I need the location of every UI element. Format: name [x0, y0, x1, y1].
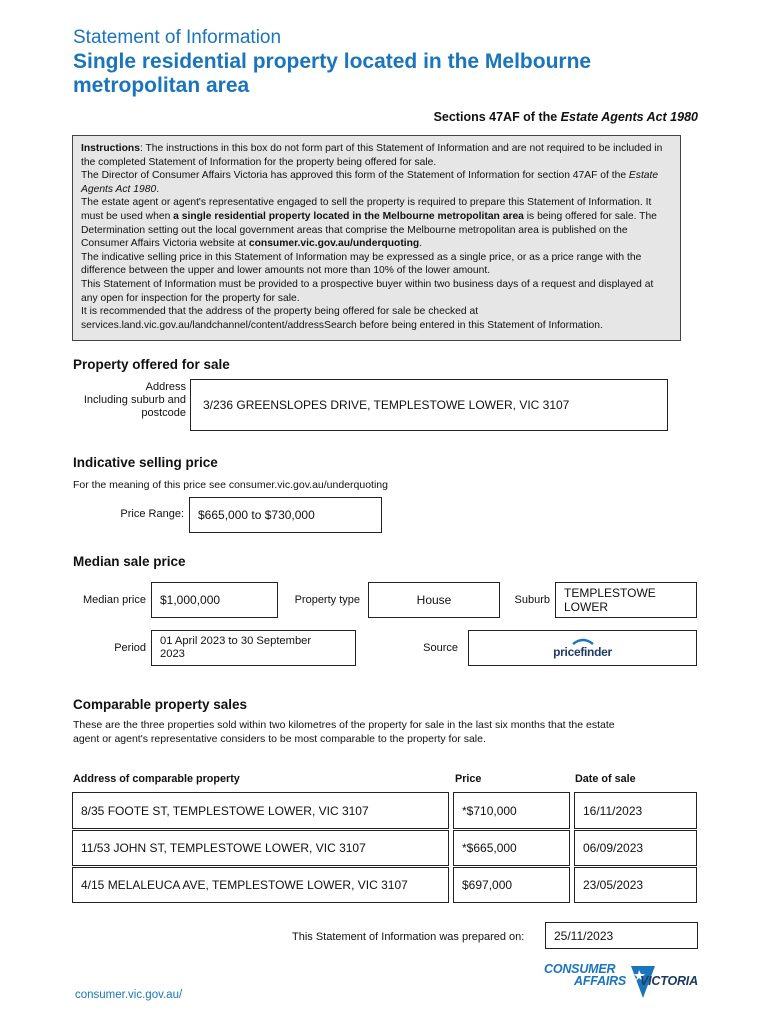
- pricefinder-text: pricefinder: [553, 644, 612, 659]
- instructions-p6: It is recommended that the address of the property being offered for sale be checked at services.land.vic.gov.au/landchannel/content/addressSearch before being entered in this Statement of Information.: [81, 306, 603, 331]
- row2-price[interactable]: *$665,000: [453, 830, 570, 866]
- comparable-description: [73, 719, 693, 746]
- row3-address[interactable]: 4/15 MELALEUCA AVE, TEMPLESTOWE LOWER, VIC 3107: [72, 867, 449, 903]
- instructions-p1: [81, 142, 672, 169]
- instructions-p2a: The Director of Consumer Affairs Victoria has approved this form of the Statement of Information for section 47AF of the: [81, 170, 629, 182]
- period-value-l2: 2023: [160, 648, 185, 660]
- suburb-value-l2: LOWER: [564, 600, 609, 614]
- comparable-desc-l2: agent or agent's representative considers to be most comparable to the property for sale.: [73, 732, 486, 745]
- instructions-box: [72, 135, 681, 341]
- period-field[interactable]: [151, 630, 356, 666]
- col-header-date: Date of sale: [575, 773, 636, 785]
- logo-consumer: CONSUMER: [544, 962, 616, 976]
- instructions-p3: [81, 196, 672, 250]
- underquoting-link[interactable]: consumer.vic.gov.au/underquoting: [248, 238, 420, 250]
- address-field[interactable]: 3/236 GREENSLOPES DRIVE, TEMPLESTOWE LOWER, VIC 3107: [190, 379, 668, 431]
- form-pretitle: Statement of Information: [73, 27, 282, 48]
- address-label-l2: Including suburb and: [83, 394, 186, 406]
- address-label: [70, 381, 186, 420]
- consumer-affairs-victoria-logo: [544, 958, 704, 1004]
- median-price-label: Median price: [83, 594, 146, 606]
- suburb-label: Suburb: [514, 594, 550, 606]
- col-header-price: Price: [455, 773, 482, 785]
- instructions-p3e: .: [419, 238, 423, 250]
- prepared-label: This Statement of Information was prepared on:: [292, 931, 525, 943]
- indicative-heading: Indicative selling price: [73, 455, 218, 470]
- instructions-p3c: is being offered for sale. The Determination setting out the local government areas that comprise the Melbourne metropolitan area is published on the Consumer Affairs Victoria website at: [81, 210, 657, 250]
- property-heading: Property offered for sale: [73, 357, 230, 372]
- instructions-label: Instructions: [81, 143, 140, 154]
- logo-victoria: VICTORIA: [640, 974, 698, 988]
- comparable-heading: Comparable property sales: [73, 697, 248, 712]
- instructions-p2c: .: [156, 183, 160, 195]
- median-price-field[interactable]: $1,000,000: [151, 582, 278, 618]
- instructions-p2b: Estate Agents Act 1980: [81, 170, 659, 195]
- page-title: [73, 50, 713, 98]
- price-range-field[interactable]: $665,000 to $730,000: [189, 497, 382, 533]
- instructions-p1-text: : The instructions in this box do not form part of this Statement of Information and are not required to be included in the completed Statement of Information for the property being offered for sale.: [81, 143, 663, 168]
- period-value-l1: 01 April 2023 to 30 September: [160, 635, 312, 647]
- period-label: Period: [114, 642, 146, 654]
- footer-url[interactable]: consumer.vic.gov.au/: [75, 989, 183, 1001]
- suburb-field[interactable]: [555, 582, 697, 618]
- row3-date[interactable]: 23/05/2023: [574, 867, 697, 903]
- median-heading: Median sale price: [73, 554, 186, 569]
- row1-address[interactable]: 8/35 FOOTE ST, TEMPLESTOWE LOWER, VIC 3107: [72, 792, 449, 829]
- sections-prefix: Sections 47AF of the: [433, 110, 561, 124]
- instructions-p3a: The estate agent or agent's representative engaged to sell the property is required to prepare this Statement of Information. It must be used when: [81, 197, 652, 222]
- price-range-label: Price Range:: [120, 508, 184, 520]
- logo-affairs: AFFAIRS: [574, 974, 627, 988]
- title-line-2: metropolitan area: [73, 74, 250, 97]
- instructions-p3b: a single residential property located in the Melbourne metropolitan area: [173, 210, 524, 222]
- row2-address[interactable]: 11/53 JOHN ST, TEMPLESTOWE LOWER, VIC 3107: [72, 830, 449, 866]
- property-type-field[interactable]: House: [368, 582, 500, 618]
- pricefinder-logo: [553, 638, 612, 659]
- sections-act: Estate Agents Act 1980: [560, 110, 698, 124]
- address-label-l3: postcode: [141, 407, 186, 419]
- row3-price[interactable]: $697,000: [453, 867, 570, 903]
- row1-price[interactable]: *$710,000: [453, 792, 570, 829]
- title-line-1: Single residential property located in the Melbourne: [73, 50, 592, 73]
- prepared-date-field[interactable]: 25/11/2023: [545, 922, 698, 949]
- row2-date[interactable]: 06/09/2023: [574, 830, 697, 866]
- property-type-label: Property type: [294, 594, 360, 606]
- instructions-p2: [81, 169, 672, 196]
- address-label-l1: Address: [145, 381, 186, 393]
- instructions-p4: The indicative selling price in this Statement of Information may be expressed as a single price, or as a price range with the difference between the upper and lower amounts not more than 10% of the lower amount.: [81, 251, 642, 277]
- row1-date[interactable]: 16/11/2023: [574, 792, 697, 829]
- source-field[interactable]: [468, 630, 697, 666]
- suburb-value-l1: TEMPLESTOWE: [564, 586, 656, 600]
- instructions-p5: This Statement of Information must be provided to a prospective buyer within two business days of a request and displayed at any open for inspection for the property for sale.: [81, 278, 654, 304]
- pricefinder-arc-icon: [571, 638, 595, 645]
- source-label: Source: [423, 642, 458, 654]
- col-header-address: Address of comparable property: [73, 773, 240, 785]
- sections-reference: [434, 110, 698, 124]
- comparable-desc-l1: These are the three properties sold within two kilometres of the property for sale in the last six months that the estate: [73, 719, 615, 731]
- indicative-note: For the meaning of this price see consumer.vic.gov.au/underquoting: [73, 479, 388, 491]
